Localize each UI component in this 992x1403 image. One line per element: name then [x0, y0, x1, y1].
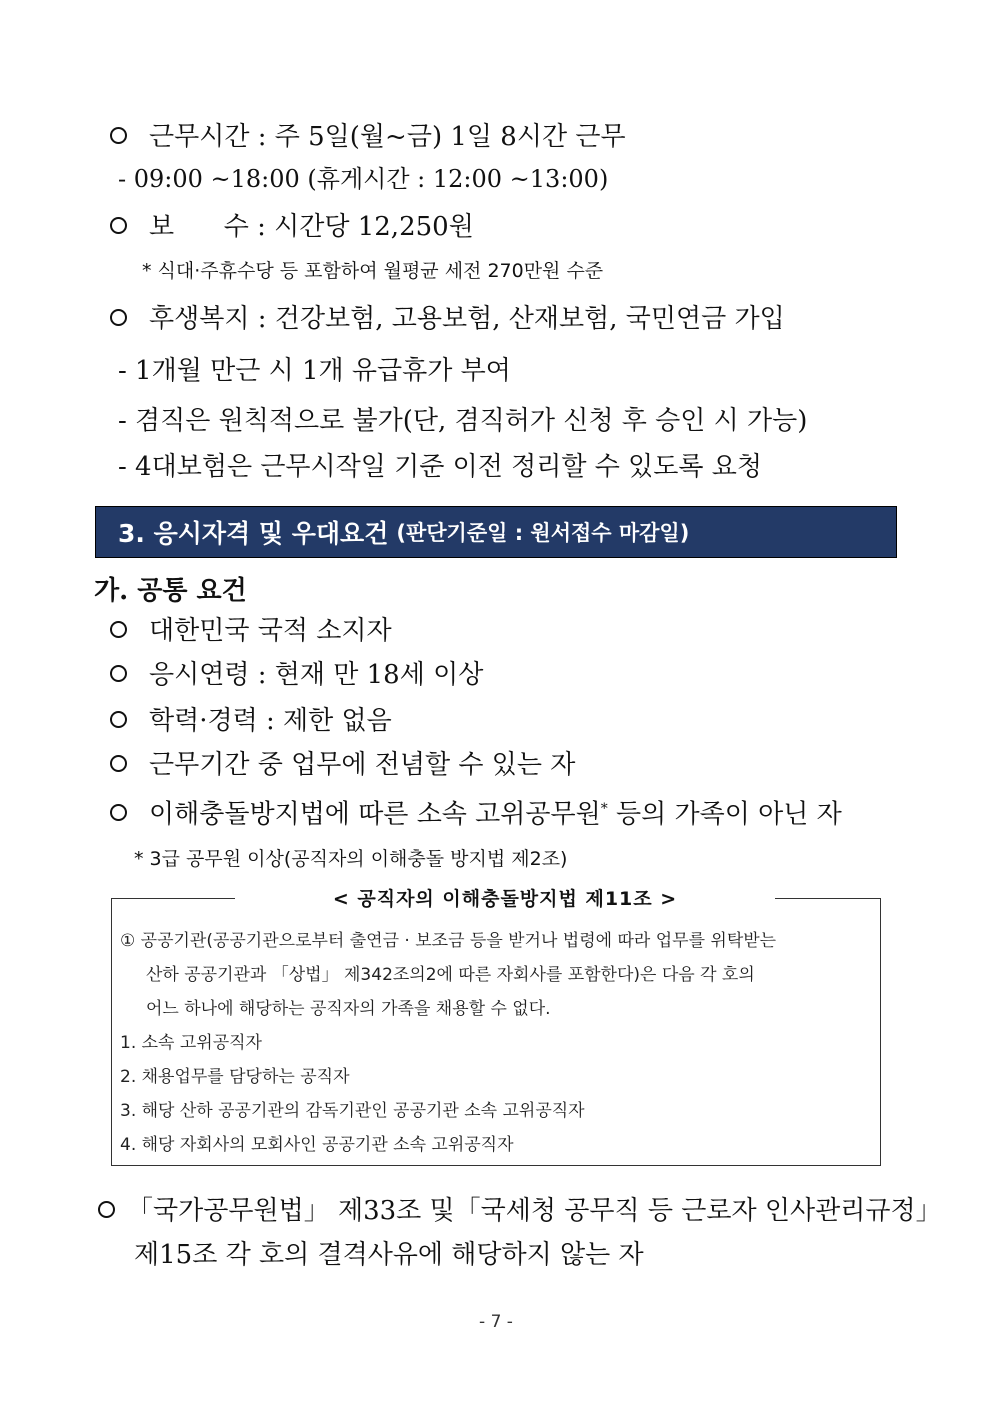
- common-item-tail: 등의 가족이 아닌 자: [607, 799, 842, 830]
- disqualify-line-2: 제15조 각 호의 결격사유에 해당하지 않는 자: [134, 1240, 644, 1270]
- bullet-circle-icon: [98, 1201, 115, 1218]
- law-item-1: 1. 소속 고위공직자: [120, 1033, 262, 1053]
- common-item-text: 응시연령 : 현재 만 18세 이상: [149, 660, 484, 690]
- welfare-item: [110, 302, 785, 336]
- common-item-4: [110, 748, 575, 782]
- law-item-4: 4. 해당 자회사의 모회사인 공공기관 소속 고위공직자: [120, 1135, 514, 1155]
- welfare-detail-3: - 4대보험은 근무시작일 기준 이전 정리할 수 있도록 요청: [118, 452, 762, 482]
- common-item-text: 근무기간 중 업무에 전념할 수 있는 자: [149, 750, 576, 780]
- work-hours-item: [110, 120, 626, 154]
- law-para-line-2: 산하 공공기관과 「상법」 제342조의2에 따른 자회사를 포함한다)은 다음 각 호의: [146, 965, 755, 985]
- bullet-circle-icon: [110, 711, 127, 728]
- common-item-text: 학력·경력 : 제한 없음: [149, 706, 392, 736]
- section-3-subtitle: (판단기준일 : 원서접수 마감일): [396, 521, 690, 545]
- common-item-text: 대한민국 국적 소지자: [149, 616, 392, 646]
- law-item-3: 3. 해당 산하 공공기관의 감독기관인 공공기관 소속 고위공직자: [120, 1101, 585, 1121]
- bullet-circle-icon: [110, 621, 127, 638]
- section-3-header: [95, 506, 897, 558]
- bullet-circle-icon: [110, 665, 127, 682]
- disqualify-line-1: 「국가공무원법」 제33조 및「국세청 공무직 등 근로자 인사관리규정」: [127, 1196, 942, 1226]
- common-item-3: [110, 704, 392, 738]
- common-item-5: [110, 792, 842, 832]
- welfare-detail-1: - 1개월 만근 시 1개 유급휴가 부여: [118, 356, 511, 386]
- common-item-2: [110, 658, 483, 692]
- common-item-1: [110, 614, 392, 648]
- disqualify-item: [98, 1194, 942, 1228]
- work-hours-detail: - 09:00 ~18:00 (휴게시간 : 12:00 ~13:00): [118, 165, 609, 193]
- conflict-note: * 3급 공무원 이상(공직자의 이해충돌 방지법 제2조): [134, 848, 568, 870]
- law-box-title: < 공직자의 이해충돌방지법 제11조 >: [235, 883, 775, 915]
- law-para-line-1: ① 공공기관(공공기관으로부터 출연금 · 보조금 등을 받거나 법령에 따라 업무를 위탁받는: [120, 931, 777, 951]
- bullet-circle-icon: [110, 309, 127, 326]
- law-para-line-3: 어느 하나에 해당하는 공직자의 가족을 채용할 수 없다.: [146, 999, 551, 1019]
- pay-note: * 식대·주휴수당 등 포함하여 월평균 세전 270만원 수준: [142, 260, 604, 282]
- page-number: - 7 -: [479, 1312, 513, 1332]
- bullet-circle-icon: [110, 755, 127, 772]
- welfare-detail-2: - 겸직은 원칙적으로 불가(단, 겸직허가 신청 후 승인 시 가능): [118, 406, 808, 436]
- section-3-title: 3. 응시자격 및 우대요건: [118, 519, 389, 548]
- pay-item: [110, 210, 474, 244]
- welfare-text: 후생복지 : 건강보험, 고용보험, 산재보험, 국민연금 가입: [149, 304, 785, 334]
- pay-text: 보 수 : 시간당 12,250원: [149, 212, 474, 242]
- footnote-star: *: [600, 801, 608, 817]
- common-heading: 가. 공통 요건: [94, 576, 247, 606]
- bullet-circle-icon: [110, 217, 127, 234]
- bullet-circle-icon: [110, 127, 127, 144]
- law-item-2: 2. 채용업무를 담당하는 공직자: [120, 1067, 350, 1087]
- work-hours-text: 근무시간 : 주 5일(월~금) 1일 8시간 근무: [149, 122, 626, 152]
- common-item-text: 이해충돌방지법에 따른 소속 고위공무원: [149, 799, 601, 830]
- bullet-circle-icon: [110, 804, 127, 821]
